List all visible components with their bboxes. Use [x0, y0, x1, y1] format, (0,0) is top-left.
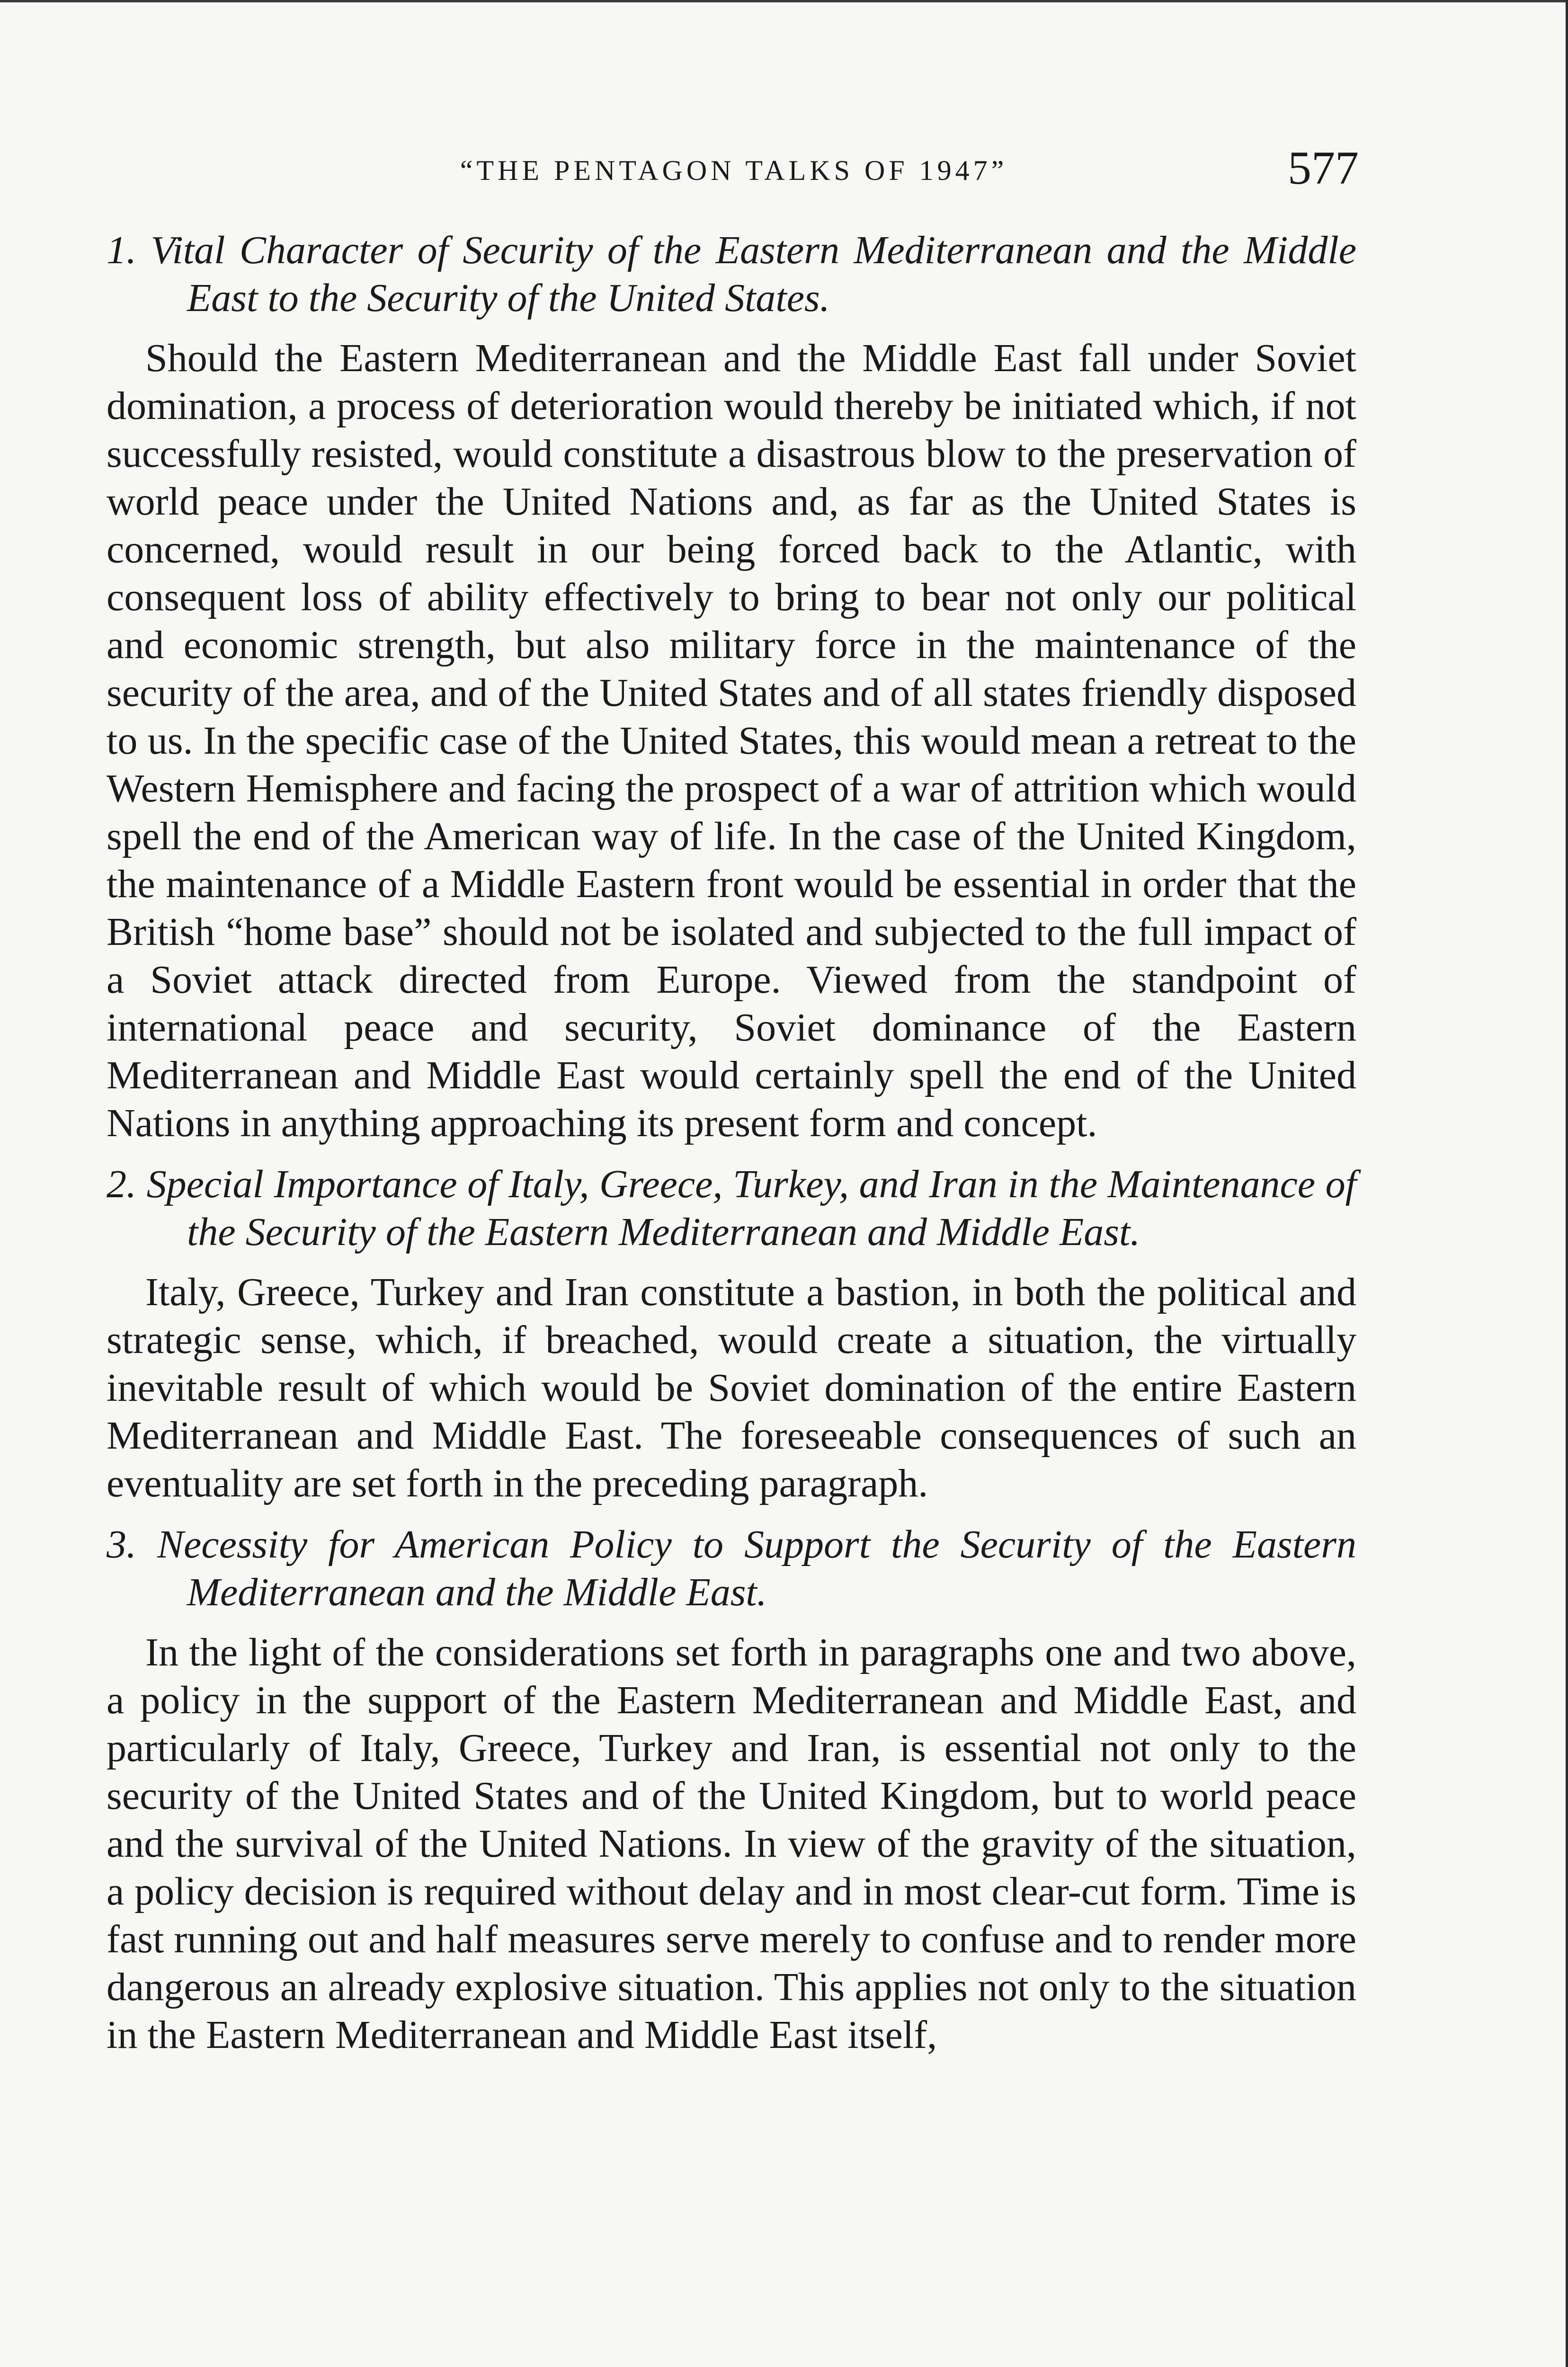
section-2-heading: 2. Special Importance of Italy, Greece, Turkey, and Iran in the Maintenance of the Security of the Eastern Mediterranean and Middle East.	[107, 1162, 1356, 1254]
scan-edge-top	[0, 0, 1568, 2]
section-2-paragraph: Italy, Greece, Turkey and Iran constitute a bastion, in both the political and strategic sense, which, if breached, would create a situation, the virtually inevitable result of which would be Soviet domination of the entire Eastern Mediterranean and Middle East. The foreseeable consequences of such an eventuality are set forth in the preceding paragraph.	[107, 1270, 1356, 1505]
running-head-title: “THE PENTAGON TALKS OF 1947”	[460, 155, 1008, 186]
section-1-paragraph: Should the Eastern Mediterranean and the Middle East fall under Soviet domination, a process of deterioration would thereby be initiated which, if not successfully resisted, would constitute a disastrous blow to the preservation of world peace under the United Nations and, as far as the United States is concerned, would result in our being forced back to the Atlantic, with consequent loss of ability effectively to bring to bear not only our political and economic strength, but also military force in the maintenance of the security of the area, and of the United States and of all states friendly disposed to us. In the specific case of the United States, this would mean a retreat to the Western Hemisphere and facing the prospect of a war of attrition which would spell the end of the American way of life. In the case of the United Kingdom, the maintenance of a Middle Eastern front would be essential in order that the British “home base” should not be isolated and subjected to the full impact of a Soviet attack directed from Europe. Viewed from the standpoint of international peace and security, Soviet dominance of the Eastern Mediterranean and Middle East would certainly spell the end of the United Nations in anything approaching its present form and concept.	[107, 336, 1356, 1145]
running-head	[109, 142, 1359, 199]
scan-edge-right	[1566, 0, 1568, 2367]
section-3-paragraph: In the light of the considerations set forth in paragraphs one and two above, a policy in the support of the Eastern Mediterranean and Middle East, and particularly of Italy, Greece, Turkey and Iran, is essential not only to the security of the United States and of the United Kingdom, but to world peace and the survival of the United Nations. In view of the gravity of the situation, a policy decision is required without delay and in most clear-cut form. Time is fast running out and half measures serve merely to confuse and to render more dangerous an already explosive situation. This applies not only to the situation in the Eastern Mediterranean and Middle East itself,	[107, 1630, 1356, 2057]
page-number: 577	[1288, 142, 1359, 194]
document-body	[107, 226, 1356, 2072]
section-1-heading: 1. Vital Character of Security of the Eastern Mediterranean and the Middle East to the Security of the United States.	[107, 228, 1356, 320]
section-3-heading: 3. Necessity for American Policy to Support the Security of the Eastern Mediterranean and the Middle East.	[107, 1522, 1356, 1614]
